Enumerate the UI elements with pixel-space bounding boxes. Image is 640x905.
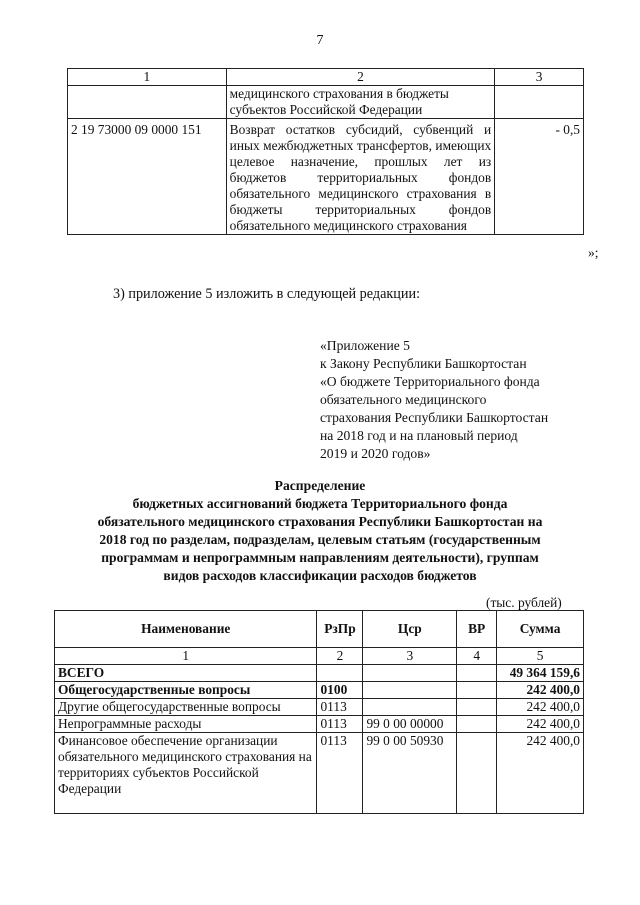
vr-cell bbox=[457, 733, 497, 814]
appendix-line: «О бюджете Территориального фонда bbox=[320, 374, 540, 389]
appendix-line: 2019 и 2020 годов» bbox=[320, 446, 431, 461]
column-number: 2 bbox=[317, 648, 363, 665]
rzpr-cell: 0100 bbox=[317, 682, 363, 699]
appendix-block bbox=[320, 337, 548, 463]
header-name: Наименование bbox=[55, 611, 317, 648]
appendix-line: обязательного медицинского bbox=[320, 392, 487, 407]
table-row bbox=[68, 119, 584, 235]
column-number: 1 bbox=[68, 69, 227, 86]
heading-line: Распределение bbox=[274, 478, 366, 493]
column-number: 5 bbox=[497, 648, 584, 665]
code-cell: 2 19 73000 09 0000 151 bbox=[68, 119, 227, 235]
vr-cell bbox=[457, 682, 497, 699]
sum-cell: 242 400,0 bbox=[497, 699, 584, 716]
heading-line: видов расходов классификации расходов бюджетов bbox=[163, 568, 477, 583]
text-cell: медицинского страхования в бюджеты субъектов Российской Федерации bbox=[226, 86, 495, 119]
csr-cell bbox=[363, 682, 457, 699]
appendix-line: к Закону Республики Башкортостан bbox=[320, 356, 527, 371]
csr-cell: 99 0 00 00000 bbox=[363, 716, 457, 733]
appendix-line: страхования Республики Башкортостан bbox=[320, 410, 549, 425]
table-row bbox=[55, 682, 584, 699]
name-cell: Финансовое обеспечение организации обязательного медицинского страхования на территориях субъектов Российской Федерации bbox=[55, 733, 317, 814]
rzpr-cell: 0113 bbox=[317, 733, 363, 814]
heading-line: бюджетных ассигнований бюджета Территориального фонда bbox=[132, 496, 508, 511]
sum-cell: 242 400,0 bbox=[497, 733, 584, 814]
sum-cell: 49 364 159,6 bbox=[497, 665, 584, 682]
table-header-row bbox=[68, 69, 584, 86]
csr-cell bbox=[363, 699, 457, 716]
table-row bbox=[55, 716, 584, 733]
sum-cell: 242 400,0 bbox=[497, 682, 584, 699]
column-number: 4 bbox=[457, 648, 497, 665]
item-line: 3) приложение 5 изложить в следующей редакции: bbox=[113, 286, 421, 302]
name-cell: Непрограммные расходы bbox=[55, 716, 317, 733]
rzpr-cell: 0113 bbox=[317, 699, 363, 716]
rzpr-cell bbox=[317, 665, 363, 682]
page-number: 7 bbox=[316, 33, 324, 48]
appendix-line: «Приложение 5 bbox=[320, 338, 410, 353]
table-header-row bbox=[55, 611, 584, 648]
header-rzpr: РзПр bbox=[317, 611, 363, 648]
column-number: 1 bbox=[55, 648, 317, 665]
revenue-table bbox=[67, 68, 584, 235]
value-cell: - 0,5 bbox=[495, 119, 584, 235]
name-cell: Другие общегосударственные вопросы bbox=[55, 699, 317, 716]
rzpr-cell: 0113 bbox=[317, 716, 363, 733]
vr-cell bbox=[457, 699, 497, 716]
heading-line: обязательного медицинского страхования Республики Башкортостан на bbox=[97, 514, 543, 529]
budget-table bbox=[54, 610, 584, 814]
value-cell bbox=[495, 86, 584, 119]
csr-cell: 99 0 00 50930 bbox=[363, 733, 457, 814]
vr-cell bbox=[457, 716, 497, 733]
appendix-line: на 2018 год и на плановый период bbox=[320, 428, 518, 443]
table-row bbox=[55, 699, 584, 716]
vr-cell bbox=[457, 665, 497, 682]
heading-line: 2018 год по разделам, подразделам, целевым статьям (государственным bbox=[99, 532, 541, 547]
sum-cell: 242 400,0 bbox=[497, 716, 584, 733]
closing-quote: »; bbox=[588, 245, 599, 260]
header-vr: ВР bbox=[457, 611, 497, 648]
column-number: 3 bbox=[363, 648, 457, 665]
name-cell: Общегосударственные вопросы bbox=[55, 682, 317, 699]
table-row bbox=[55, 733, 584, 814]
table-row bbox=[55, 665, 584, 682]
numbering-row bbox=[55, 648, 584, 665]
document-heading bbox=[0, 477, 640, 585]
table-row bbox=[68, 86, 584, 119]
column-number: 2 bbox=[226, 69, 495, 86]
column-number: 3 bbox=[495, 69, 584, 86]
name-cell: ВСЕГО bbox=[55, 665, 317, 682]
header-csr: Цср bbox=[363, 611, 457, 648]
code-cell bbox=[68, 86, 227, 119]
text-cell: Возврат остатков субсидий, субвенций и иных межбюджетных трансфертов, имеющих целевое назначение, прошлых лет из бюджетов территориальных фондов обязательного медицинского страхования в бюджеты территориальных фондов обязательного медицинского страхования bbox=[226, 119, 495, 235]
heading-line: программам и непрограммным направлениям деятельности), группам bbox=[101, 550, 539, 565]
units-label: (тыс. рублей) bbox=[486, 595, 562, 610]
csr-cell bbox=[363, 665, 457, 682]
header-sum: Сумма bbox=[497, 611, 584, 648]
